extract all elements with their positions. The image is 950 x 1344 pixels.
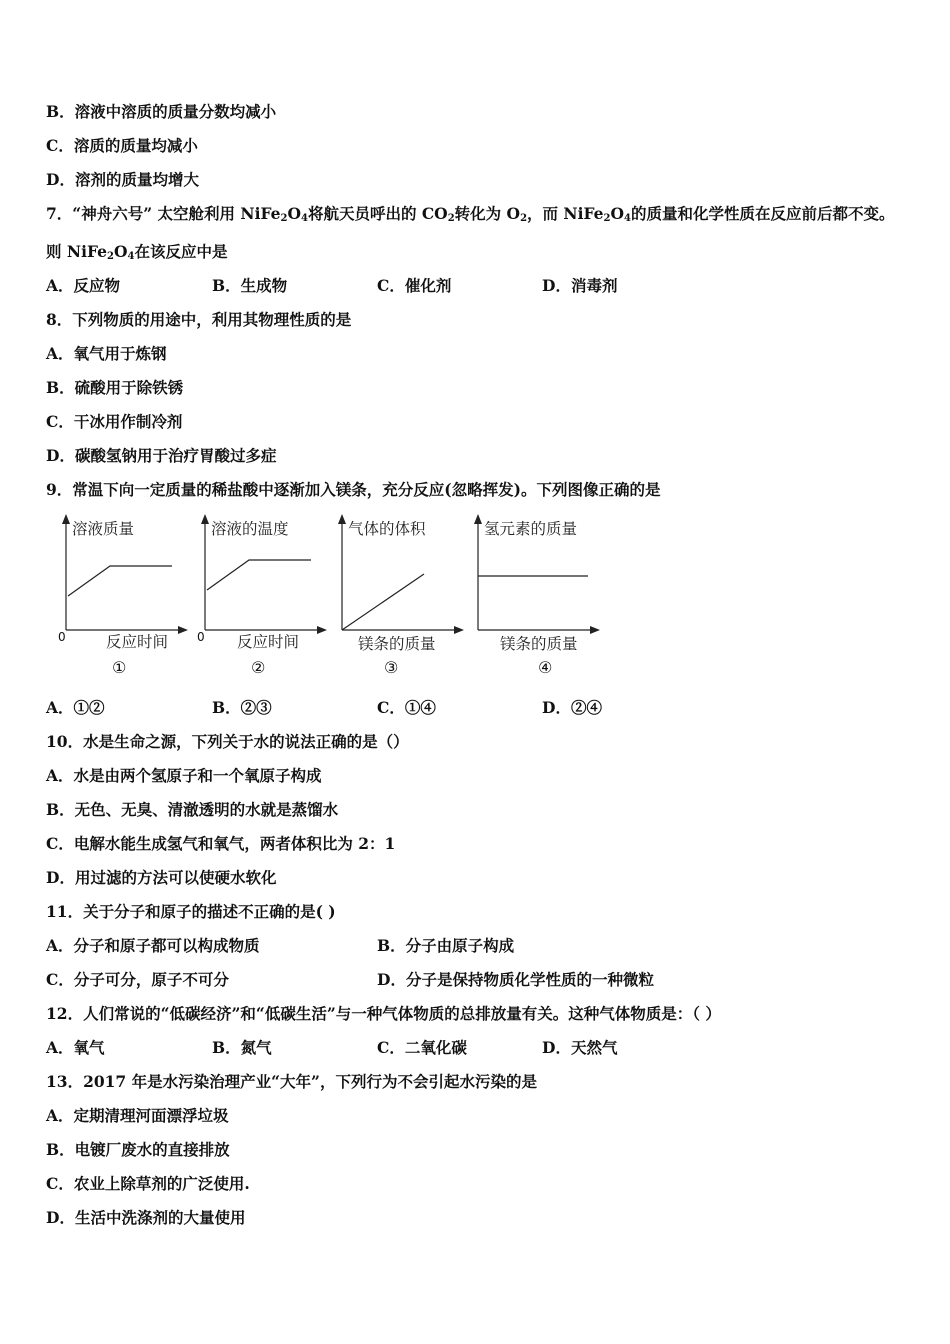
q12-stem: 12．人们常说的“低碳经济”和“低碳生活”与一种气体物质的总排放量有关。这种气体物质是：（ ） <box>46 1004 721 1023</box>
q9-graph-3-ylabel: 气体的体积 <box>348 520 426 538</box>
q7-subscript: 4 <box>127 251 135 262</box>
q10-option-a: A．水是由两个氢原子和一个氧原子构成 <box>46 766 322 785</box>
q9-graph-4 <box>470 512 605 686</box>
q13-option-a: A．定期清理河面漂浮垃圾 <box>46 1106 229 1125</box>
q13-option-c: C．农业上除草剂的广泛使用. <box>46 1174 250 1193</box>
q11-option-c: C．分子可分，原子不可分 <box>46 970 229 989</box>
x-axis-arrow <box>454 626 464 634</box>
q10-option-c: C．电解水能生成氢气和氧气，两者体积比为 2：1 <box>46 834 396 853</box>
q7-text: 转化为 O <box>454 204 521 223</box>
q7-text: O <box>610 204 624 223</box>
q11-option-a: A．分子和原子都可以构成物质 <box>46 936 260 955</box>
q7-text: 将航天员呼出的 CO <box>307 204 448 223</box>
y-axis-arrow <box>62 514 70 524</box>
q7-text: O <box>287 204 301 223</box>
q9-graph-3 <box>334 512 469 686</box>
y-axis-arrow <box>474 514 482 524</box>
q13-stem: 13．2017 年是水污染治理产业“大年”，下列行为不会引起水污染的是 <box>46 1072 537 1091</box>
q9-graph-2-ylabel: 溶液的温度 <box>211 520 289 538</box>
q12-option-d: D．天然气 <box>542 1038 618 1057</box>
q7-subscript: 2 <box>603 213 611 224</box>
q7-text: ，而 NiFe <box>527 204 604 223</box>
y-axis-arrow <box>201 514 209 524</box>
q8-option-c: C．干冰用作制冷剂 <box>46 412 183 431</box>
q7-stem-line1 <box>46 204 894 224</box>
q12-option-b: B．氮气 <box>212 1038 272 1057</box>
q9-graph-1-ylabel: 溶液质量 <box>72 520 135 538</box>
q7-subscript: 2 <box>106 251 114 262</box>
q12-option-a: A．氧气 <box>46 1038 105 1057</box>
q7-subscript: 2 <box>280 213 288 224</box>
q7-text: O <box>113 242 128 261</box>
data-curve <box>207 560 311 590</box>
q9-graph-4-xlabel: 镁条的质量 <box>500 635 578 653</box>
q9-option-a: A．①② <box>46 698 105 717</box>
x-axis-arrow <box>590 626 600 634</box>
q7-text: 则 NiFe <box>46 242 107 261</box>
q7-option-b: B．生成物 <box>212 276 288 295</box>
q6-option-d: D．溶剂的质量均增大 <box>46 170 199 189</box>
q7-text: 7．“神舟六号” 太空舱利用 NiFe <box>46 204 281 223</box>
q7-subscript: 2 <box>520 213 528 224</box>
q7-option-a: A．反应物 <box>46 276 121 295</box>
q11-stem: 11．关于分子和原子的描述不正确的是( ) <box>46 902 336 921</box>
q9-graph-3-xlabel: 镁条的质量 <box>358 635 436 653</box>
q9-graph-1-origin: 0 <box>58 630 66 644</box>
q9-stem: 9．常温下向一定质量的稀盐酸中逐渐加入镁条，充分反应(忽略挥发)。下列图像正确的是 <box>46 480 661 499</box>
q7-text: 的质量和化学性质在反应前后都不变。 <box>630 204 895 223</box>
q7-option-d: D．消毒剂 <box>542 276 618 295</box>
q7-stem-line2 <box>46 242 227 262</box>
q13-option-d: D．生活中洗涤剂的大量使用 <box>46 1208 246 1227</box>
x-axis-arrow <box>178 626 188 634</box>
q6-option-b: B．溶液中溶质的质量分数均减小 <box>46 102 277 121</box>
q8-option-a: A．氧气用于炼钢 <box>46 344 167 363</box>
q9-graph-2 <box>197 512 332 686</box>
q9-graph-3-number: ③ <box>384 658 399 677</box>
y-axis-arrow <box>338 514 346 524</box>
q9-graph-1 <box>58 512 193 686</box>
q7-subscript: 4 <box>624 213 631 224</box>
data-curve <box>342 574 424 630</box>
q8-option-b: B．硫酸用于除铁锈 <box>46 378 184 397</box>
q6-option-c: C．溶质的质量均减小 <box>46 136 198 155</box>
q9-graph-2-xlabel: 反应时间 <box>237 633 300 651</box>
q10-option-d: D．用过滤的方法可以使硬水软化 <box>46 868 277 887</box>
q10-stem: 10．水是生命之源，下列关于水的说法正确的是（） <box>46 732 409 751</box>
x-axis-arrow <box>317 626 327 634</box>
q11-option-d: D．分子是保持物质化学性质的一种微粒 <box>377 970 654 989</box>
q7-text: 在该反应中是 <box>134 242 228 261</box>
q10-option-b: B．无色、无臭、清澈透明的水就是蒸馏水 <box>46 800 339 819</box>
q9-option-c: C．①④ <box>377 698 436 717</box>
q7-subscript: 2 <box>447 213 455 224</box>
q13-option-b: B．电镀厂废水的直接排放 <box>46 1140 230 1159</box>
q7-subscript: 4 <box>300 213 308 224</box>
q7-option-c: C．催化剂 <box>377 276 452 295</box>
q9-graph-4-number: ④ <box>538 658 553 677</box>
q9-graph-2-number: ② <box>251 658 266 677</box>
data-curve <box>68 566 172 596</box>
q9-graph-1-number: ① <box>112 658 127 677</box>
q9-graph-4-ylabel: 氢元素的质量 <box>484 520 578 538</box>
q11-option-b: B．分子由原子构成 <box>377 936 515 955</box>
q9-graph-2-origin: 0 <box>197 630 205 644</box>
q8-option-d: D．碳酸氢钠用于治疗胃酸过多症 <box>46 446 277 465</box>
q9-option-d: D．②④ <box>542 698 602 717</box>
q8-stem: 8．下列物质的用途中，利用其物理性质的是 <box>46 310 352 329</box>
q9-graph-1-xlabel: 反应时间 <box>106 633 169 651</box>
q12-option-c: C．二氧化碳 <box>377 1038 467 1057</box>
q9-option-b: B．②③ <box>212 698 272 717</box>
